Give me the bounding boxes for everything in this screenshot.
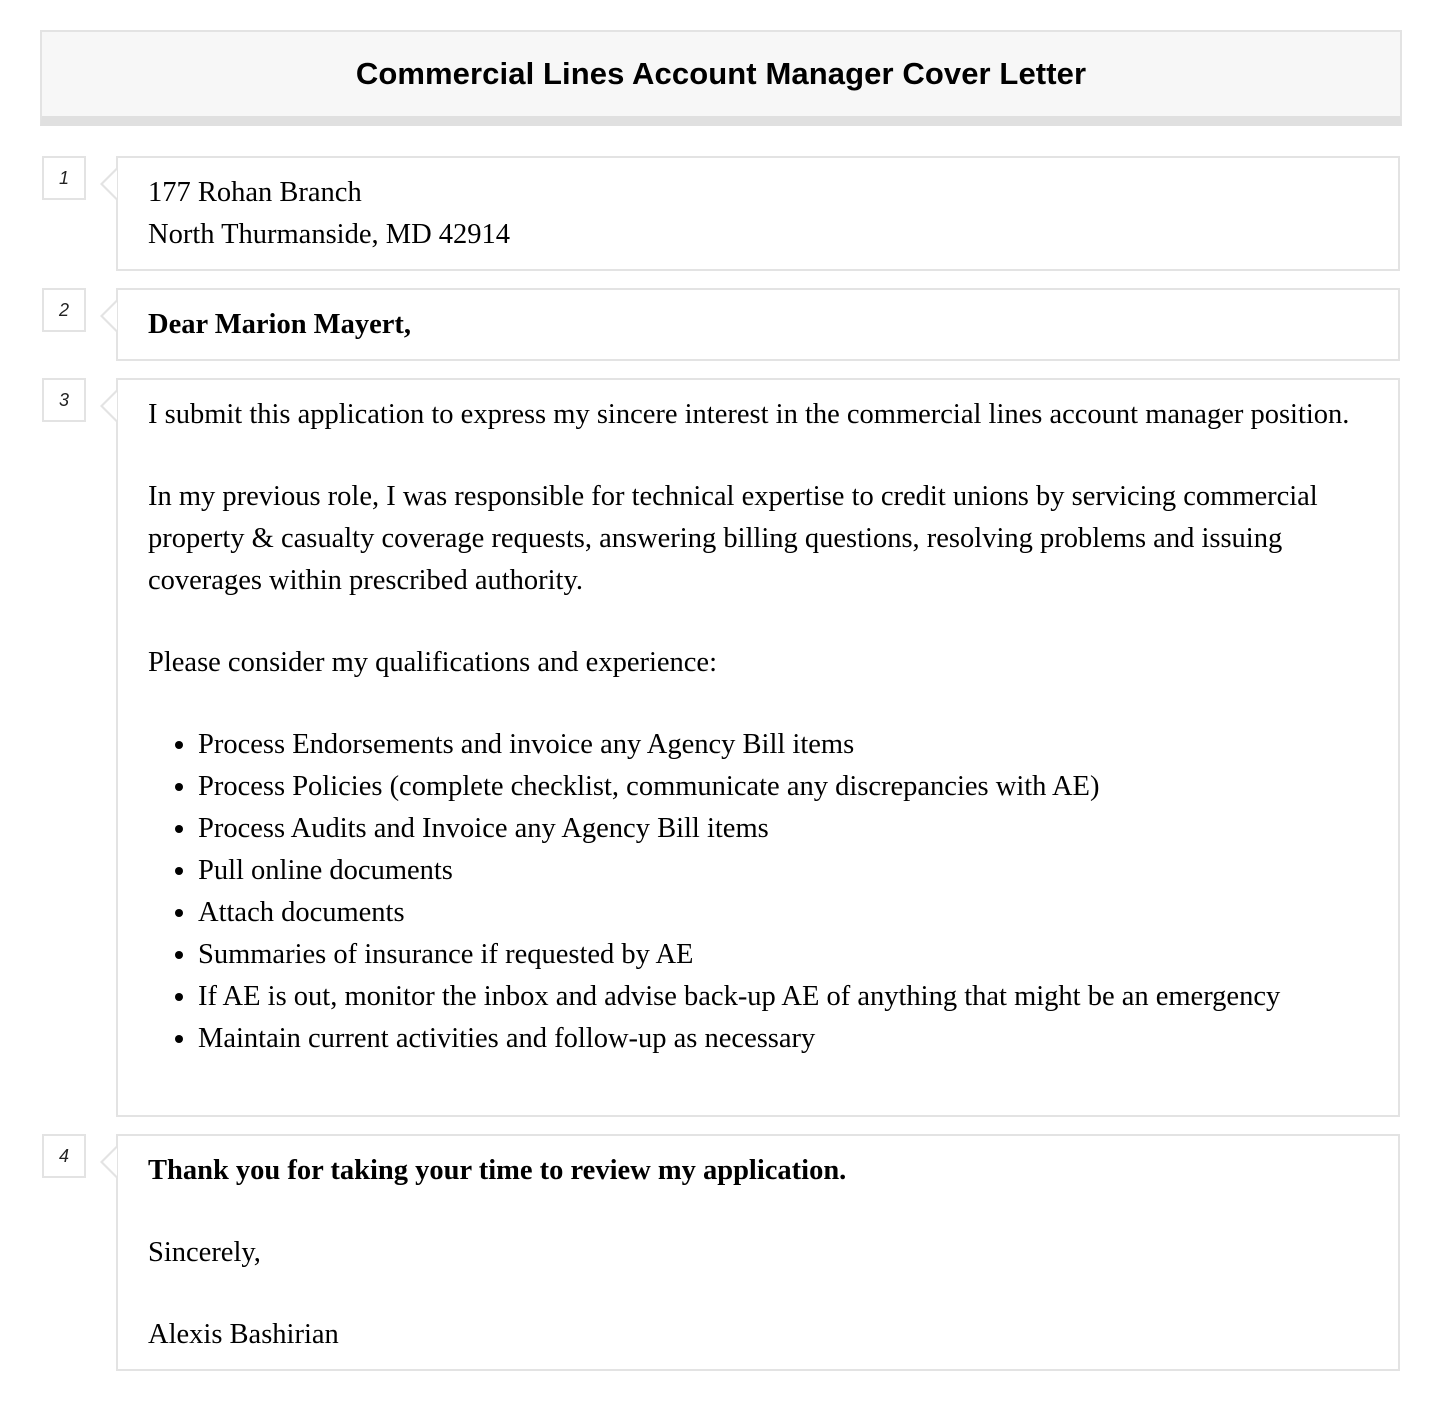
list-item: • Maintain current activities and follow-up as necessary bbox=[198, 1018, 1368, 1060]
qualifications-list bbox=[148, 724, 1368, 1060]
address-block bbox=[116, 156, 1400, 271]
intro-paragraph: I submit this application to express my sincere interest in the commercial lines account manager position. bbox=[148, 399, 1350, 430]
body-block bbox=[116, 378, 1400, 1117]
list-item: • Attach documents bbox=[198, 892, 1368, 934]
document-title-bar bbox=[40, 30, 1402, 126]
previous-role-paragraph: In my previous role, I was responsible for technical expertise to credit unions by servicing commercial property & casualty coverage requests, answering billing questions, resolving problems and issuing coverages within prescribed authority. bbox=[148, 481, 1318, 596]
closing-block bbox=[116, 1134, 1400, 1371]
address-line-2: North Thurmanside, MD 42914 bbox=[148, 219, 511, 250]
list-item: • Process Audits and Invoice any Agency Bill items bbox=[198, 808, 1368, 850]
page-title: Commercial Lines Account Manager Cover Letter bbox=[355, 56, 1087, 91]
greeting: Dear Marion Mayert, bbox=[148, 309, 411, 340]
list-item: • Summaries of insurance if requested by AE bbox=[198, 934, 1368, 976]
section-number: 2 bbox=[42, 288, 86, 332]
list-item: • Process Policies (complete checklist, communicate any discrepancies with AE) bbox=[198, 766, 1368, 808]
list-item: • Pull online documents bbox=[198, 850, 1368, 892]
qualifications-intro: Please consider my qualifications and experience: bbox=[148, 647, 717, 678]
section-number: 3 bbox=[42, 378, 86, 422]
address-line-1: 177 Rohan Branch bbox=[148, 177, 362, 208]
signature-name: Alexis Bashirian bbox=[148, 1319, 339, 1350]
list-item: • Process Endorsements and invoice any Agency Bill items bbox=[198, 724, 1368, 766]
section-number: 4 bbox=[42, 1134, 86, 1178]
section-number: 1 bbox=[42, 156, 86, 200]
list-item: • If AE is out, monitor the inbox and advise back-up AE of anything that might be an emergency bbox=[198, 976, 1368, 1018]
greeting-block bbox=[116, 288, 1400, 361]
thank-you-line: Thank you for taking your time to review my application. bbox=[148, 1155, 847, 1186]
closing-salutation: Sincerely, bbox=[148, 1237, 261, 1268]
